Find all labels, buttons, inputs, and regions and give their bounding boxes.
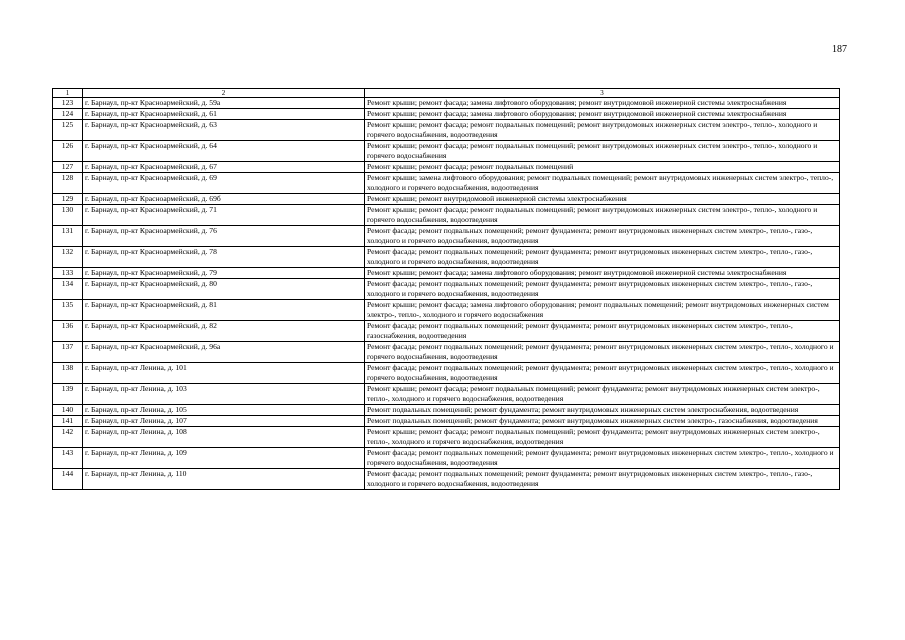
row-address: г. Барнаул, пр-кт Красноармейский, д. 63	[83, 120, 365, 141]
table-row	[53, 427, 840, 448]
header-row	[53, 89, 840, 98]
table-row	[53, 363, 840, 384]
row-number: 130	[53, 205, 83, 226]
row-address: г. Барнаул, пр-кт Красноармейский, д. 59а	[83, 98, 365, 109]
row-address: г. Барнаул, пр-кт Красноармейский, д. 76	[83, 226, 365, 247]
repair-works-table	[52, 88, 840, 490]
table-row	[53, 268, 840, 279]
row-address: г. Барнаул, пр-кт Красноармейский, д. 82	[83, 321, 365, 342]
row-works: Ремонт фасада; ремонт подвальных помещений; ремонт фундамента; ремонт внутридомовых инженерных систем электро-, тепло-, газо-, холодного и горячего водоснабжения, водоотведения	[365, 469, 840, 490]
row-address: г. Барнаул, пр-кт Красноармейский, д. 64	[83, 141, 365, 162]
row-number: 137	[53, 342, 83, 363]
row-number: 140	[53, 405, 83, 416]
row-number: 129	[53, 194, 83, 205]
table-row	[53, 173, 840, 194]
row-number: 141	[53, 416, 83, 427]
row-address: г. Барнаул, пр-кт Ленина, д. 103	[83, 384, 365, 405]
row-works: Ремонт фасада; ремонт подвальных помещений; ремонт фундамента; ремонт внутридомовых инженерных систем электро-, тепло-, холодного и горячего водоснабжения, водоотведения	[365, 448, 840, 469]
table-row	[53, 109, 840, 120]
table-row	[53, 120, 840, 141]
row-number: 128	[53, 173, 83, 194]
row-works: Ремонт подвальных помещений; ремонт фундамента; ремонт внутридомовых инженерных систем электроснабжения, водоотведения	[365, 405, 840, 416]
row-works: Ремонт крыши; ремонт фасада; ремонт подвальных помещений; ремонт фундамента; ремонт внутридомовых инженерных систем электро-, тепло-, холодного и горячего водоснабжения, водоотведения	[365, 384, 840, 405]
table-row	[53, 384, 840, 405]
table-row	[53, 469, 840, 490]
row-works: Ремонт крыши; ремонт внутридомовой инженерной системы электроснабжения	[365, 194, 840, 205]
table-row	[53, 342, 840, 363]
row-address: г. Барнаул, пр-кт Красноармейский, д. 69	[83, 173, 365, 194]
row-number: 144	[53, 469, 83, 490]
row-works: Ремонт фасада; ремонт подвальных помещений; ремонт фундамента; ремонт внутридомовых инженерных систем электро-, тепло-, холодного и горячего водоснабжения, водоотведения	[365, 342, 840, 363]
row-number: 135	[53, 300, 83, 321]
row-address: г. Барнаул, пр-кт Красноармейский, д. 71	[83, 205, 365, 226]
table-body	[53, 98, 840, 490]
row-address: г. Барнаул, пр-кт Красноармейский, д. 61	[83, 109, 365, 120]
column-header-3: 3	[365, 89, 840, 98]
table-row	[53, 448, 840, 469]
column-header-2: 2	[83, 89, 365, 98]
row-number: 123	[53, 98, 83, 109]
table-row	[53, 141, 840, 162]
row-number: 127	[53, 162, 83, 173]
row-works: Ремонт крыши; ремонт фасада; ремонт подвальных помещений; ремонт внутридомовых инженерных систем электро-, тепло-, холодного и горячего водоснабжения, водоотведения	[365, 120, 840, 141]
table-row	[53, 321, 840, 342]
row-address: г. Барнаул, пр-кт Ленина, д. 110	[83, 469, 365, 490]
row-address: г. Барнаул, пр-кт Красноармейский, д. 67	[83, 162, 365, 173]
row-address: г. Барнаул, пр-кт Ленина, д. 109	[83, 448, 365, 469]
row-address: г. Барнаул, пр-кт Красноармейский, д. 69б	[83, 194, 365, 205]
row-number: 124	[53, 109, 83, 120]
row-number: 136	[53, 321, 83, 342]
row-works: Ремонт фасада; ремонт подвальных помещений; ремонт фундамента; ремонт внутридомовых инженерных систем электро-, тепло-, холодного и горячего водоснабжения, водоотведения	[365, 363, 840, 384]
table-row	[53, 162, 840, 173]
row-number: 131	[53, 226, 83, 247]
row-address: г. Барнаул, пр-кт Ленина, д. 107	[83, 416, 365, 427]
row-address: г. Барнаул, пр-кт Красноармейский, д. 96а	[83, 342, 365, 363]
table-row	[53, 194, 840, 205]
table-row	[53, 416, 840, 427]
row-works: Ремонт крыши; ремонт фасада; замена лифтового оборудования; ремонт внутридомовой инженерной системы электроснабжения	[365, 268, 840, 279]
row-number: 142	[53, 427, 83, 448]
row-works: Ремонт фасада; ремонт подвальных помещений; ремонт фундамента; ремонт внутридомовых инженерных систем электро-, тепло-, газоснабжения, водоотведения	[365, 321, 840, 342]
row-address: г. Барнаул, пр-кт Красноармейский, д. 80	[83, 279, 365, 300]
table-row	[53, 247, 840, 268]
row-address: г. Барнаул, пр-кт Ленина, д. 101	[83, 363, 365, 384]
row-works: Ремонт крыши; замена лифтового оборудования; ремонт подвальных помещений; ремонт внутридомовых инженерных систем электро-, тепло-, холодного и горячего водоснабжения, водоотведения	[365, 173, 840, 194]
row-number: 125	[53, 120, 83, 141]
row-works: Ремонт крыши; ремонт фасада; ремонт подвальных помещений	[365, 162, 840, 173]
row-address: г. Барнаул, пр-кт Ленина, д. 105	[83, 405, 365, 416]
row-works: Ремонт крыши; ремонт фасада; замена лифтового оборудования; ремонт внутридомовой инженерной системы электроснабжения	[365, 98, 840, 109]
row-number: 138	[53, 363, 83, 384]
row-address: г. Барнаул, пр-кт Красноармейский, д. 81	[83, 300, 365, 321]
row-number: 134	[53, 279, 83, 300]
row-number: 139	[53, 384, 83, 405]
row-works: Ремонт крыши; ремонт фасада; замена лифтового оборудования; ремонт подвальных помещений; ремонт внутридомовых инженерных систем электро-, тепло-, холодного и горячего водоснабжения	[365, 300, 840, 321]
table-row	[53, 279, 840, 300]
row-address: г. Барнаул, пр-кт Красноармейский, д. 78	[83, 247, 365, 268]
row-number: 126	[53, 141, 83, 162]
table-row	[53, 300, 840, 321]
row-number: 132	[53, 247, 83, 268]
table-row	[53, 405, 840, 416]
table-row	[53, 98, 840, 109]
table-row	[53, 226, 840, 247]
row-number: 143	[53, 448, 83, 469]
row-works: Ремонт подвальных помещений; ремонт фундамента; ремонт внутридомовых инженерных систем электро-, газоснабжения, водоотведения	[365, 416, 840, 427]
row-works: Ремонт фасада; ремонт подвальных помещений; ремонт фундамента; ремонт внутридомовых инженерных систем электро-, тепло-, газо-, холодного и горячего водоснабжения, водоотведения	[365, 226, 840, 247]
table-row	[53, 205, 840, 226]
row-works: Ремонт крыши; ремонт фасада; ремонт подвальных помещений; ремонт внутридомовых инженерных систем электро-, тепло-, холодного и горячего водоснабжения, водоотведения	[365, 205, 840, 226]
column-header-1: 1	[53, 89, 83, 98]
row-works: Ремонт крыши; ремонт фасада; ремонт подвальных помещений; ремонт фундамента; ремонт внутридомовых инженерных систем электро-, тепло-, холодного и горячего водоснабжения, водоотведения	[365, 427, 840, 448]
row-works: Ремонт крыши; ремонт фасада; замена лифтового оборудования; ремонт внутридомовой инженерной системы электроснабжения	[365, 109, 840, 120]
row-works: Ремонт крыши; ремонт фасада; ремонт подвальных помещений; ремонт внутридомовых инженерных систем электро-, тепло-, холодного и горячего водоснабжения	[365, 141, 840, 162]
row-address: г. Барнаул, пр-кт Красноармейский, д. 79	[83, 268, 365, 279]
row-number: 133	[53, 268, 83, 279]
row-works: Ремонт фасада; ремонт подвальных помещений; ремонт фундамента; ремонт внутридомовых инженерных систем электро-, тепло-, газо-, холодного и горячего водоснабжения, водоотведения	[365, 279, 840, 300]
row-works: Ремонт фасада; ремонт подвальных помещений; ремонт фундамента; ремонт внутридомовых инженерных систем электро-, тепло-, газо-, холодного и горячего водоснабжения, водоотведения	[365, 247, 840, 268]
page-number: 187	[832, 44, 847, 55]
row-address: г. Барнаул, пр-кт Ленина, д. 108	[83, 427, 365, 448]
